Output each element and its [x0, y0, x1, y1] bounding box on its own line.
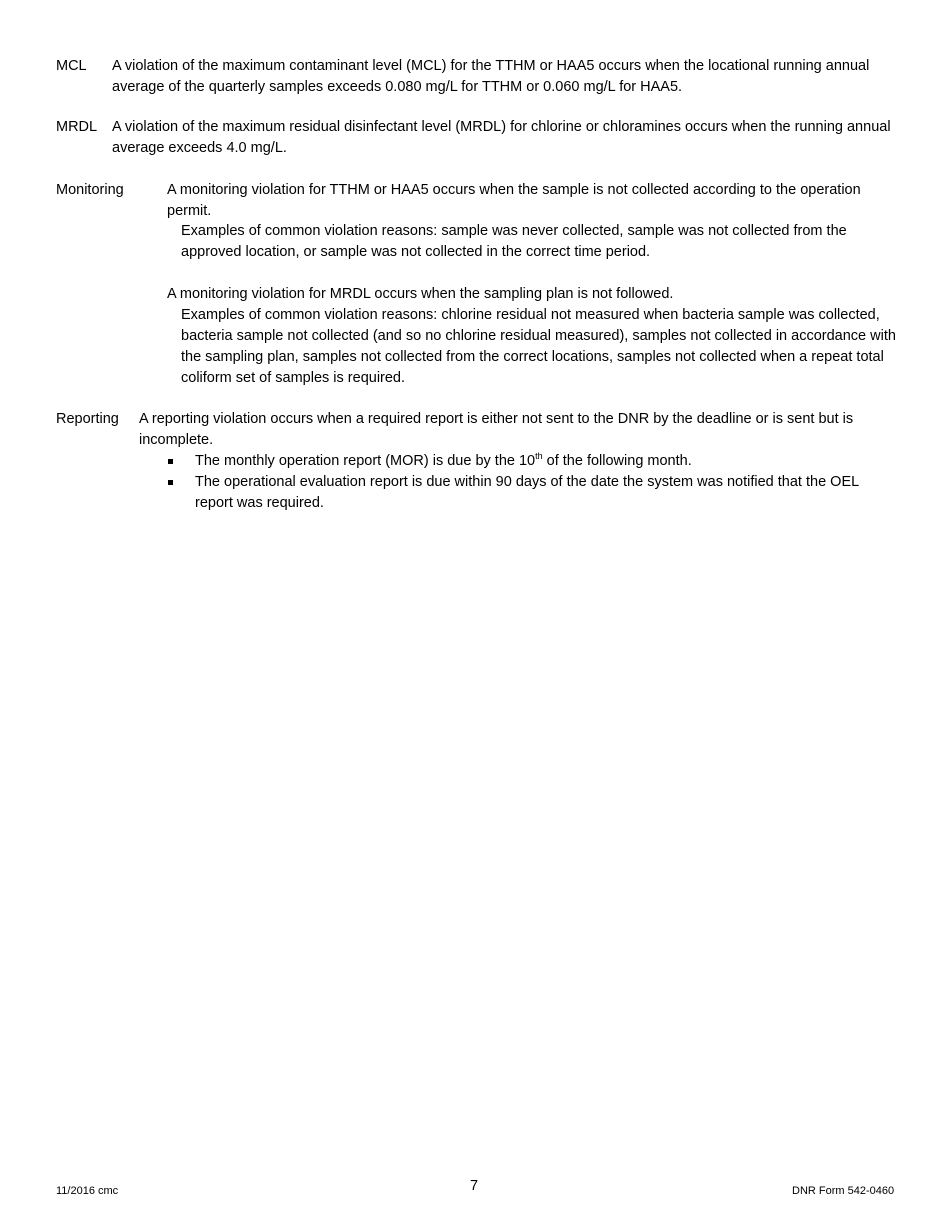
- mrdl-definition: A violation of the maximum residual disinfectant level (MRDL) for chlorine or chloramines occurs when the running annual average exceeds 4.0 mg/L.: [112, 119, 891, 156]
- mcl-definition: A violation of the maximum contaminant level (MCL) for the TTHM or HAA5 occurs when the locational running annual average of the quarterly samples exceeds 0.080 mg/L for TTHM or 0.060 mg/L for HAA5.: [112, 58, 870, 95]
- list-item: [168, 451, 898, 472]
- reporting-term: Reporting: [56, 411, 119, 427]
- monitoring-definition-mrdl: A monitoring violation for MRDL occurs when the sampling plan is not followed.: [167, 286, 674, 302]
- monitoring-examples-mrdl: Examples of common violation reasons: chlorine residual not measured when bacteria sample was collected, bacteria sample not collected (and so no chlorine residual measured), samples not collected in accordance with the sampling plan, samples not collected from the correct locations, samples not collected when a repeat total coliform set of samples is required.: [181, 307, 896, 386]
- footer-date-code: 11/2016 cmc: [56, 1185, 119, 1197]
- list-item: [168, 472, 898, 514]
- oel-due-text: The operational evaluation report is due within 90 days of the date the system was notified that the OEL report was required.: [195, 474, 859, 511]
- mrdl-term: MRDL: [56, 119, 98, 135]
- ordinal-suffix: th: [535, 451, 543, 461]
- page-number: 7: [470, 1178, 479, 1194]
- mcl-term: MCL: [56, 58, 87, 74]
- monitoring-examples-tthm-haa5: Examples of common violation reasons: sample was never collected, sample was not collected from the approved location, or sample was not collected in the correct time period.: [181, 223, 847, 260]
- footer-form-number: DNR Form 542-0460: [792, 1185, 895, 1197]
- monitoring-term: Monitoring: [56, 182, 124, 198]
- reporting-definition: A reporting violation occurs when a required report is either not sent to the DNR by the deadline or is sent but is incomplete.: [139, 411, 854, 448]
- square-bullet-icon: [168, 459, 173, 464]
- monitoring-definition-tthm-haa5: A monitoring violation for TTHM or HAA5 occurs when the sample is not collected according to the operation permit.: [167, 182, 861, 219]
- square-bullet-icon: [168, 480, 173, 485]
- reporting-bullet-list: [168, 451, 898, 514]
- mor-due-text: The monthly operation report (MOR) is due by the 10: [195, 453, 536, 469]
- mor-due-text-end: of the following month.: [542, 453, 692, 469]
